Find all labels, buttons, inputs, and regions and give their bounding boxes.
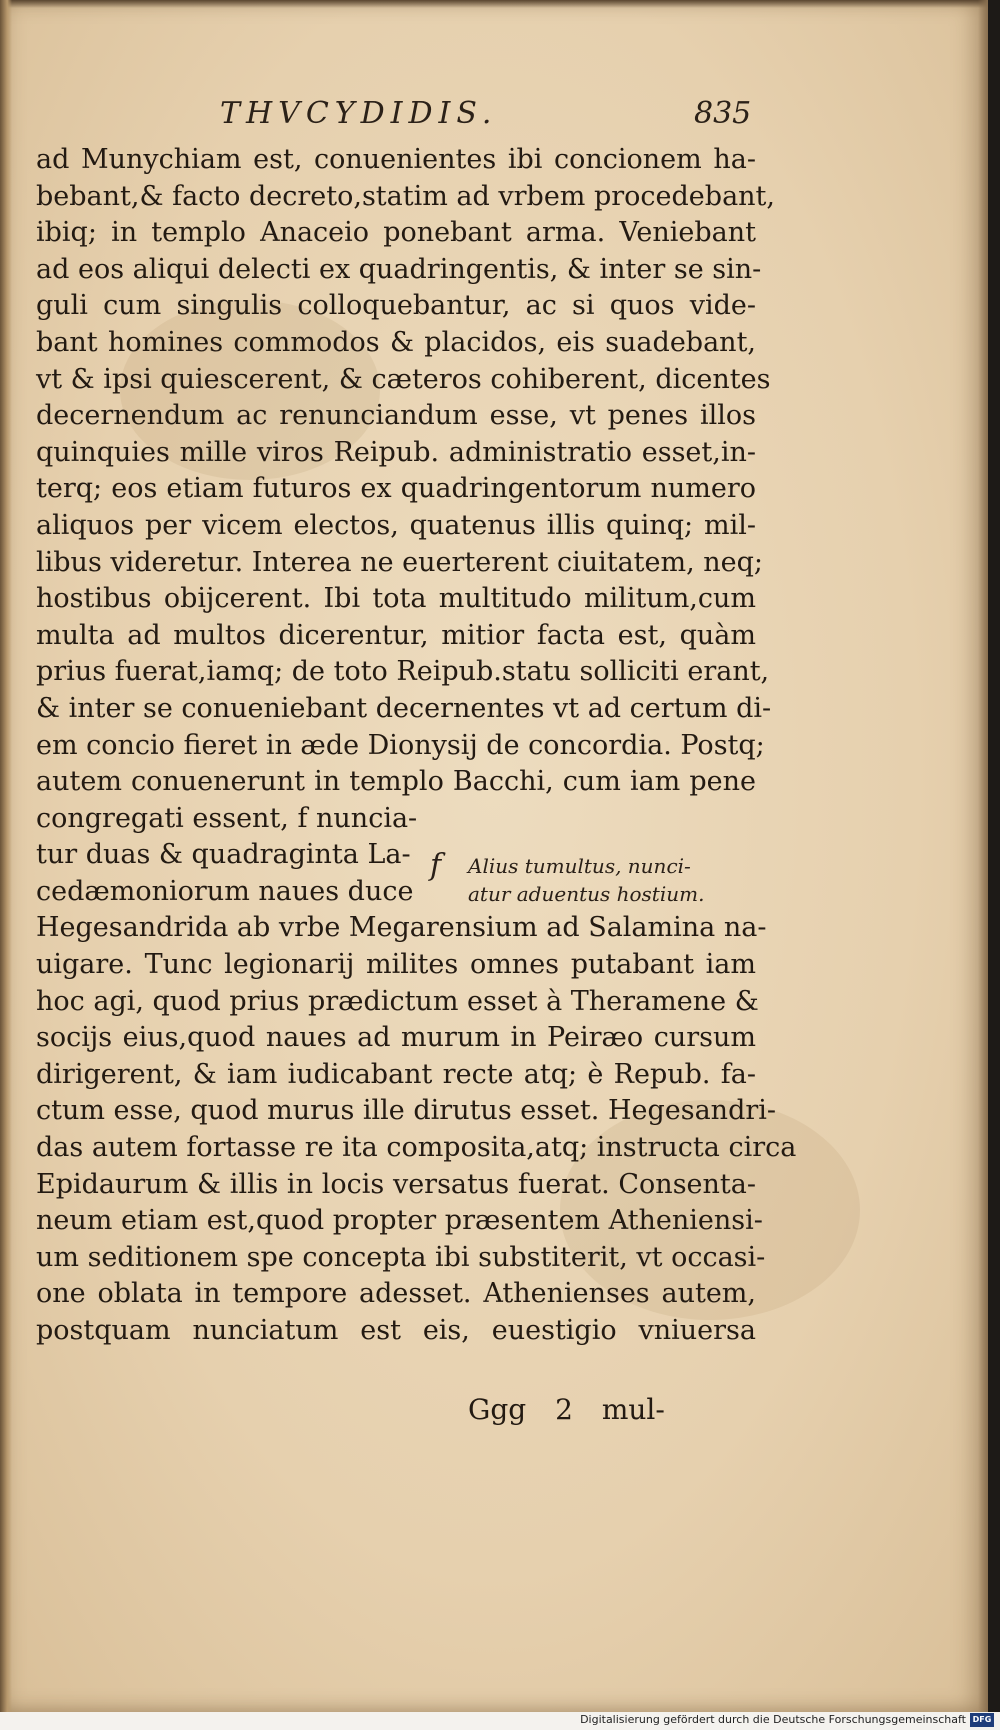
text-line: ad eos aliqui delecti ex quadringentis, & inter se sin- — [36, 253, 762, 285]
signature-catchword: Ggg 2 mul- — [468, 1393, 665, 1426]
text-line: vt & ipsi quiescerent, & cæteros cohiberent, dicentes — [36, 363, 771, 395]
text-line: uigare. Tunc legionarij milites omnes putabant iam — [36, 949, 756, 981]
funding-credit: Digitalisierung gefördert durch die Deutsche Forschungsgemeinschaft — [580, 1713, 966, 1726]
text-line: autem conuenerunt in templo Bacchi, cum iam pene — [36, 766, 756, 798]
text-line: prius fuerat,iamq; de toto Reipub.statu solliciti erant, — [36, 656, 770, 688]
marginal-note — [428, 848, 728, 908]
page-top-edge — [0, 0, 988, 8]
text-line: libus videretur. Interea ne euerterent ciuitatem, neq; — [36, 546, 764, 578]
text-line: tur duas & quadraginta La- — [36, 839, 411, 871]
text-line: postquam nunciatum est eis, euestigio vniuersa — [36, 1315, 756, 1346]
text-line: Epidaurum & illis in locis versatus fuerat. Consenta- — [36, 1168, 756, 1200]
text-line: quinquies mille viros Reipub. administratio esset,in- — [36, 436, 756, 468]
text-line: decernendum ac renunciandum esse, vt penes illos — [36, 400, 756, 432]
text-line: ibiq; in templo Anaceio ponebant arma. Veniebant — [36, 217, 756, 249]
text-line: bebant,& facto decreto,statim ad vrbem procedebant, — [36, 180, 775, 212]
main-text — [36, 142, 797, 1350]
text-line: socijs eius,quod naues ad murum in Peiræo cursum — [36, 1022, 756, 1054]
text-line: hoc agi, quod prius prædictum esset à Theramene & — [36, 985, 759, 1017]
text-line: dirigerent, & iam iudicabant recte atq; è Repub. fa- — [36, 1058, 756, 1090]
text-line: aliquos per vicem electos, quatenus illis quinq; mil- — [36, 509, 756, 541]
text-line: cedæmoniorum naues duce — [36, 875, 414, 907]
text-line: multa ad multos dicerentur, mitior facta est, quàm — [36, 619, 756, 651]
text-line: um seditionem spe concepta ibi substiterit, vt occasi- — [36, 1241, 766, 1273]
text-line: terq; eos etiam futuros ex quadringentorum numero — [36, 473, 756, 505]
running-head: THVCYDIDIS. — [220, 96, 498, 131]
text-line: Hegesandrida ab vrbe Megarensium ad Salamina na- — [36, 912, 767, 944]
text-line: em concio fieret in æde Dionysij de concordia. Postq; — [36, 729, 765, 761]
text-line: hostibus obijcerent. Ibi tota multitudo militum,cum — [36, 583, 756, 615]
text-line: one oblata in tempore adesset. Athenienses autem, — [36, 1278, 756, 1310]
text-line: das autem fortasse re ita composita,atq; instructa circa — [36, 1132, 797, 1164]
page-number: 835 — [694, 96, 752, 131]
page-right-edge — [978, 0, 988, 1712]
text-line: ad Munychiam est, conuenientes ibi concionem ha- — [36, 144, 756, 175]
text-line: congregati essent, f nuncia- — [36, 802, 418, 834]
note-line: Alius tumultus, nunci- — [468, 854, 691, 878]
page-left-edge — [0, 0, 12, 1712]
note-line: atur aduentus hostium. — [468, 882, 705, 906]
text-line: neum etiam est,quod propter præsentem Atheniensi- — [36, 1205, 763, 1237]
text-line: ctum esse, quod murus ille dirutus esset. Hegesandri- — [36, 1095, 777, 1127]
text-line: & inter se conueniebant decernentes vt ad certum di- — [36, 692, 772, 724]
dfg-logo: DFG — [970, 1713, 994, 1727]
text-line: guli cum singulis colloquebantur, ac si quos vide- — [36, 290, 756, 322]
note-reference-mark: f — [430, 848, 442, 883]
text-line: bant homines commodos & placidos, eis suadebant, — [36, 326, 756, 358]
